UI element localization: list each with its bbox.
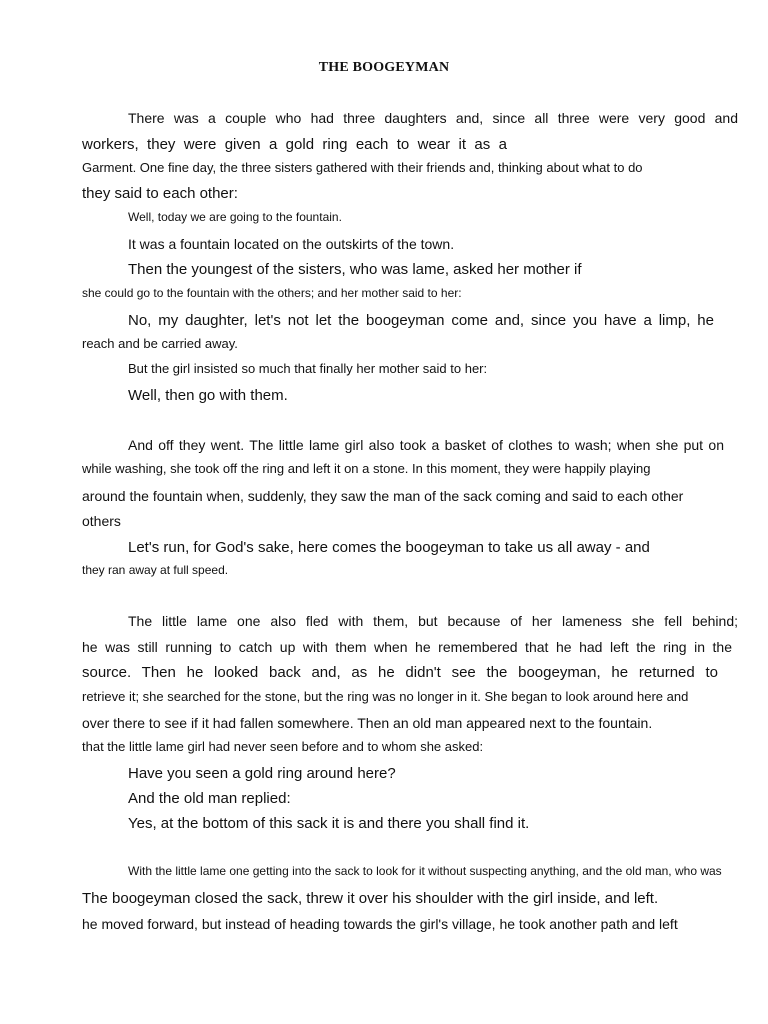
text-line: that the little lame girl had never seen before and to whom she asked: xyxy=(82,739,484,754)
text-line: source. Then he looked back and, as he didn't see the boogeyman, he returned to xyxy=(82,664,718,681)
text-line: they said to each other: xyxy=(82,185,238,202)
text-line: Have you seen a gold ring around here? xyxy=(128,765,396,782)
text-line: retrieve it; she searched for the stone, but the ring was no longer in it. She began to look around here and xyxy=(82,689,689,704)
text-line: No, my daughter, let's not let the boogeyman come and, since you have a limp, he xyxy=(128,312,714,329)
text-line: reach and be carried away. xyxy=(82,336,238,351)
text-line: while washing, she took off the ring and left it on a stone. In this moment, they were happily playing xyxy=(82,461,651,476)
text-line: Let's run, for God's sake, here comes the boogeyman to take us all away - and xyxy=(128,539,650,556)
text-line: There was a couple who had three daughters and, since all three were very good and xyxy=(128,110,738,126)
text-line: Garment. One fine day, the three sisters gathered with their friends and, thinking about what to do xyxy=(82,160,643,175)
text-line: Well, today we are going to the fountain. xyxy=(128,210,342,224)
text-line: they ran away at full speed. xyxy=(82,563,229,577)
text-line: The little lame one also fled with them, but because of her lameness she fell behind; xyxy=(128,613,738,629)
text-line: And the old man replied: xyxy=(128,790,291,807)
text-line: he moved forward, but instead of heading towards the girl's village, he took another path and left xyxy=(82,916,678,932)
text-line: And off they went. The little lame girl also took a basket of clothes to wash; when she put on xyxy=(128,437,724,453)
text-line: she could go to the fountain with the others; and her mother said to her: xyxy=(82,286,462,300)
text-line: Yes, at the bottom of this sack it is and there you shall find it. xyxy=(128,815,530,832)
text-line: workers, they were given a gold ring each to wear it as a xyxy=(82,136,507,153)
text-line: Well, then go with them. xyxy=(128,387,288,404)
text-line: around the fountain when, suddenly, they saw the man of the sack coming and said to each other xyxy=(82,488,684,504)
text-line: he was still running to catch up with them when he remembered that he had left the ring in the xyxy=(82,639,732,655)
text-line: over there to see if it had fallen somewhere. Then an old man appeared next to the fountain. xyxy=(82,715,653,731)
document-title: THE BOOGEYMAN xyxy=(318,60,450,75)
text-line: But the girl insisted so much that finally her mother said to her: xyxy=(128,361,488,376)
text-line: Then the youngest of the sisters, who was lame, asked her mother if xyxy=(128,261,582,278)
text-line: It was a fountain located on the outskirts of the town. xyxy=(128,236,455,252)
text-line: With the little lame one getting into the sack to look for it without suspecting anything, and the old man, who was xyxy=(128,864,722,878)
text-line: The boogeyman closed the sack, threw it over his shoulder with the girl inside, and left. xyxy=(82,890,659,907)
text-line: others xyxy=(82,513,121,529)
